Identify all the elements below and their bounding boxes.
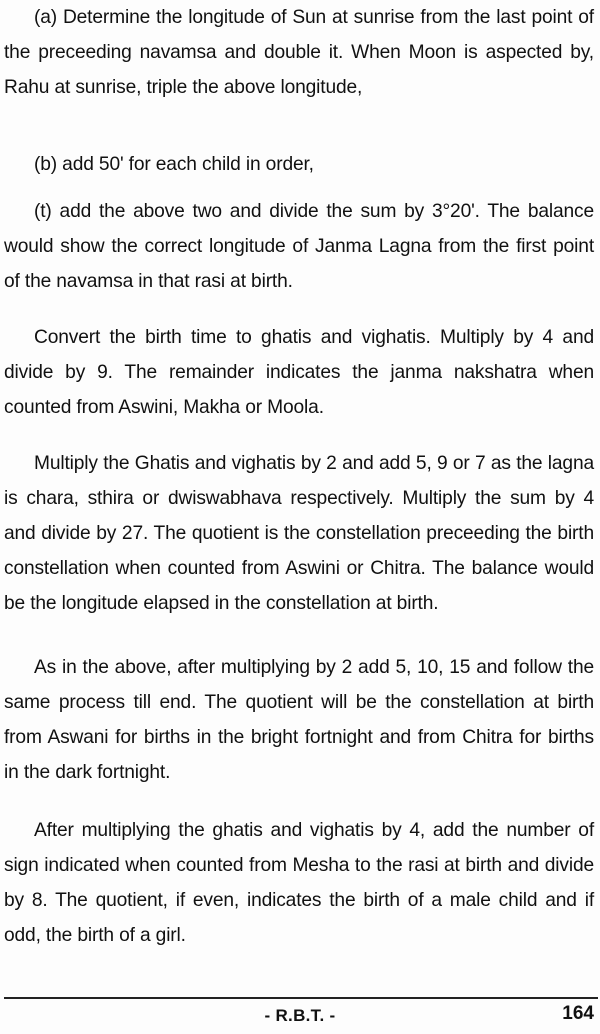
paragraph-b: (b) add 50' for each child in order, — [34, 154, 314, 175]
paragraph-ghatis-nakshatra: Convert the birth time to ghatis and vighatis. Multiply by 4 and divide by 9. The remainder indicates the janma nakshatra when counted from Aswini, Makha or Moola. — [4, 327, 594, 418]
running-title: - R.B.T. - — [264, 1006, 336, 1025]
paragraph-lagna-constellation: Multiply the Ghatis and vighatis by 2 and add 5, 9 or 7 as the lagna is chara, sthira or dwiswabhava respectively. Multiply the sum by 4 and divide by 27. The quotient is the constellation preceeding the birth constellation when counted from Aswini or Chitra. The balance would be the longitude elapsed in the constellation at birth. — [4, 453, 594, 614]
footer-divider — [4, 997, 598, 999]
paragraph-t: (t) add the above two and divide the sum by 3°20'. The balance would show the correct longitude of Janma Lagna from the first point of the navamsa in that rasi at birth. — [4, 201, 594, 292]
paragraph-a: (a) Determine the longitude of Sun at sunrise from the last point of the preceeding navamsa and double it. When Moon is aspected by, Rahu at sunrise, triple the above longitude, — [4, 7, 594, 98]
paragraph-fortnight: As in the above, after multiplying by 2 add 5, 10, 15 and follow the same process till end. The quotient will be the constellation at birth from Aswani for births in the bright fortnight and from Chitra for births in the dark fortnight. — [4, 657, 594, 783]
paragraph-child-gender: After multiplying the ghatis and vighatis by 4, add the number of sign indicated when counted from Mesha to the rasi at birth and divide by 8. The quotient, if even, indicates the birth of a male child and if odd, the birth of a girl. — [4, 820, 594, 946]
page-number: 164 — [562, 1003, 594, 1024]
